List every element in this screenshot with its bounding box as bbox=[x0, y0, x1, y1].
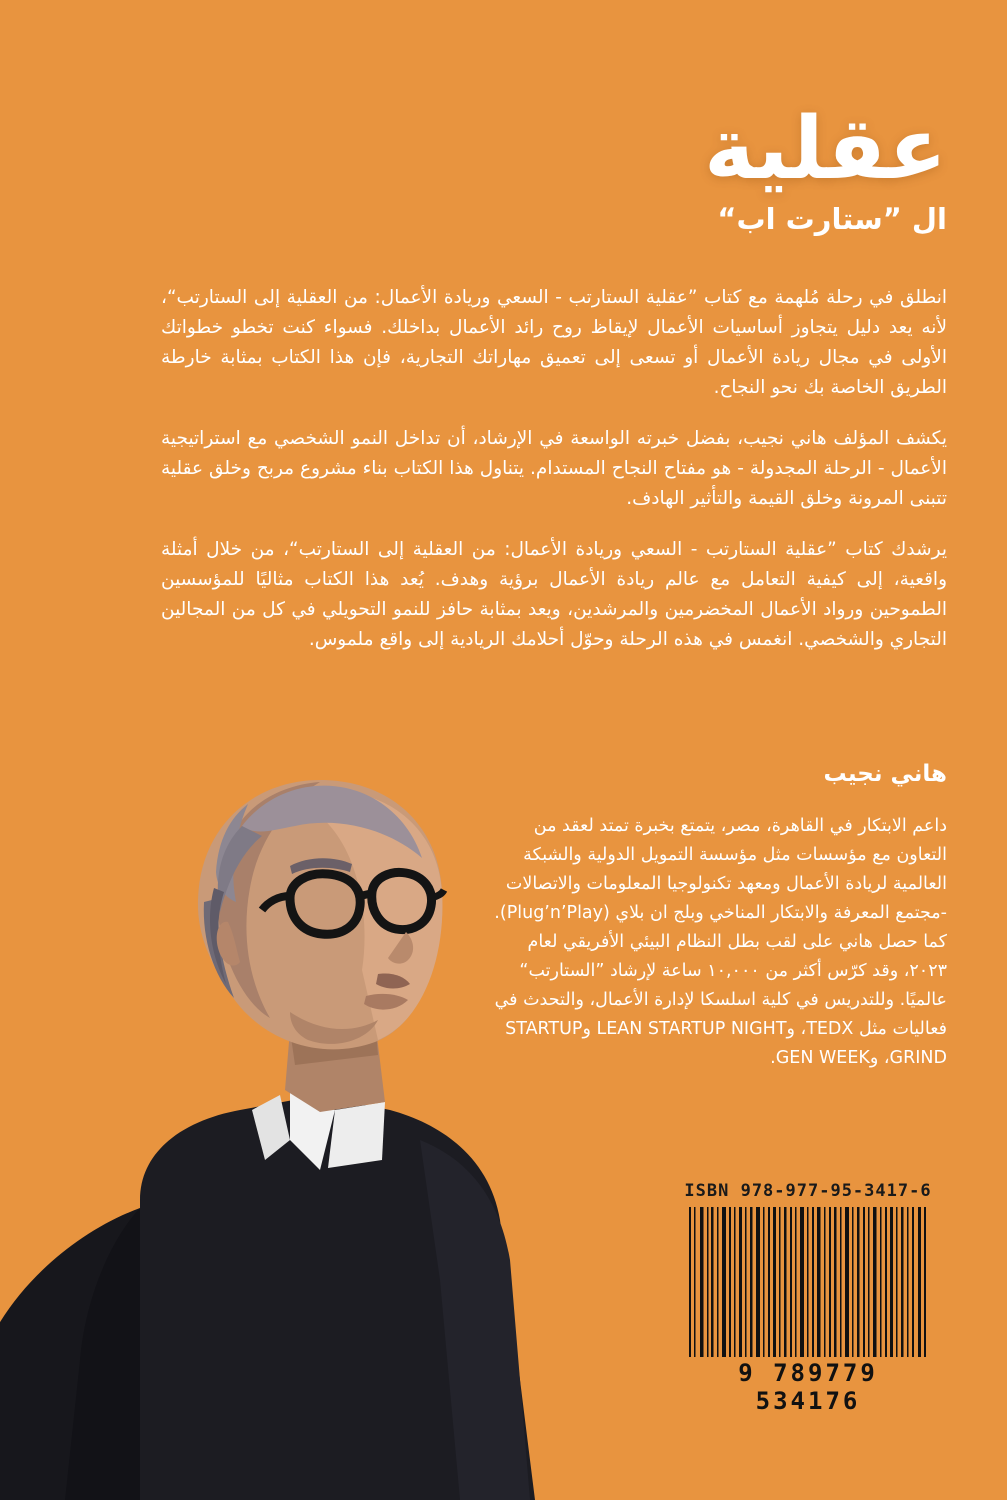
author-bio bbox=[487, 812, 947, 1073]
author-bio-text: داعم الابتكار في القاهرة، مصر، يتمتع بخبرة تمتد لعقد من التعاون مع مؤسسات مثل مؤسسة التمويل الدولية والشبكة العالمية لريادة الأعمال ومعهد تكنولوجيا المعلومات والاتصالات -مجتمع المعرفة والابتكار المناخي وبلج ان بلاي (Plug’n’Play). كما حصل هاني على لقب بطل النظام البيئي الأفريقي لعام ٢٠٢٣، وقد كرّس أكثر من ١٠,٠٠٠ ساعة لإرشاد ”الستارتب“ عالميًا. وللتدريس في كلية اسلسكا لإدارة الأعمال، والتحدث في فعاليات مثل TEDX، وLEAN STARTUP NIGHT وSTARTUP GRIND، وGEN WEEK. bbox=[494, 815, 947, 1069]
blurb-paragraph: يكشف المؤلف هاني نجيب، بفضل خبرته الواسعة في الإرشاد، أن تداخل النمو الشخصي مع استراتيجية الأعمال - الرحلة المجدولة - هو مفتاح النجاح المستدام. يتناول هذا الكتاب بناء مشروع مربح وخلق عقلية تتبنى المرونة وخلق القيمة والتأثير الهادف. bbox=[161, 427, 947, 509]
isbn-digits: 9 789779 534176 bbox=[738, 1359, 878, 1415]
isbn-label: ISBN 978-977-95-3417-6 bbox=[684, 1181, 932, 1201]
page-title: عقلية bbox=[703, 99, 947, 199]
isbn-barcode-block bbox=[683, 1181, 933, 1415]
author-block bbox=[487, 760, 947, 1073]
blurb-paragraph: يرشدك كتاب ”عقلية الستارتب - السعي وريادة الأعمال: من العقلية إلى الستارتب“، من خلال أمثلة واقعية، إلى كيفية التعامل مع عالم ريادة الأعمال برؤية وهدف. يُعد هذا الكتاب مثاليًا للمؤسسين الطموحين ورواد الأعمال المخضرمين والمرشدين، ويعد بمثابة حافز للنمو التحويلي في كل من المجالين التجاري والشخصي. انغمس في هذه الرحلة وحوّل أحلامك الريادية إلى واقع ملموس. bbox=[161, 538, 947, 650]
page-subtitle: ال ”ستارت اب“ bbox=[717, 202, 947, 237]
blurb-paragraph: انطلق في رحلة مُلهمة مع كتاب ”عقلية الستارتب - السعي وريادة الأعمال: من العقلية إلى الستارتب“، لأنه يعد دليل يتجاوز أساسيات الأعمال لإيقاظ روح رائد الأعمال بداخلك. فسواء كنت تخطو خطواتك الأولى في مجال ريادة الأعمال أو تسعى إلى تعميق مهاراتك التجارية، فإن هذا الكتاب بمثابة خارطة الطريق الخاصة بك نحو النجاح. bbox=[161, 287, 947, 398]
barcode-image bbox=[683, 1207, 933, 1357]
title-block bbox=[0, 99, 947, 237]
author-name: هاني نجيب bbox=[823, 761, 947, 787]
blurb-text bbox=[161, 283, 947, 676]
